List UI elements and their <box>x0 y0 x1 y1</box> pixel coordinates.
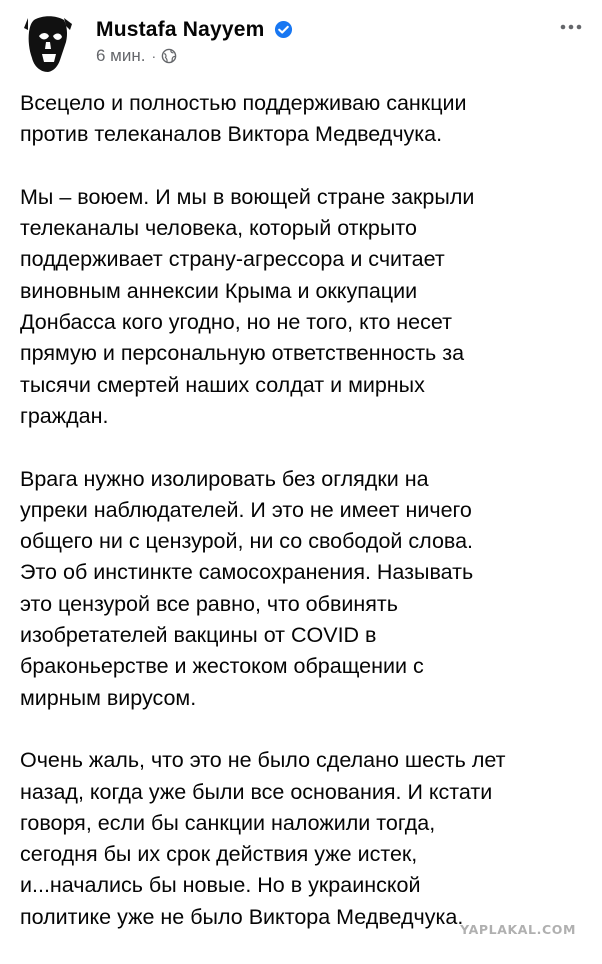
globe-icon[interactable] <box>161 48 177 64</box>
post-text-line: Мы – воюем. И мы в воющей стране закрыли <box>20 184 475 209</box>
post-text-line: это цензурой все равно, что обвинять <box>20 591 398 616</box>
post-text-line: прямую и персональную ответственность за <box>20 341 465 366</box>
post-text-line: виновным аннексии Крыма и оккупации <box>20 278 418 303</box>
avatar[interactable] <box>20 14 76 74</box>
post-text-line: сегодня бы их срок действия уже истек, <box>20 842 418 867</box>
post-text-line: браконьерстве и жестоком обращении с <box>20 654 424 679</box>
post-text-line: назад, когда уже были все основания. И кстати <box>20 779 493 804</box>
post-header <box>20 14 588 80</box>
post-paragraph <box>20 182 598 432</box>
post-paragraph <box>20 464 598 714</box>
meta-separator: · <box>151 48 157 64</box>
post-text-line: мирным вирусом. <box>20 685 197 710</box>
more-options-icon[interactable] <box>556 14 586 40</box>
post-timestamp[interactable]: 6 мин. <box>96 46 146 65</box>
post-paragraph <box>20 88 598 151</box>
post-text-line: Врага нужно изолировать без оглядки на <box>20 466 429 491</box>
post-text <box>20 88 598 964</box>
post-text-line: упреки наблюдателей. И это не имеет ничего <box>20 497 472 522</box>
post-text-line: Всецело и полностью поддерживаю санкции <box>20 91 467 115</box>
post-text-line: против телеканалов Виктора Медведчука. <box>20 122 443 147</box>
post-text-line: политике уже не было Виктора Медведчука. <box>20 904 464 929</box>
post-text-line: Донбасса кого угодно, но не того, кто несет <box>20 310 452 335</box>
post-text-line: телеканалы человека, который открыто <box>20 216 417 241</box>
author-name[interactable]: Mustafa Nayyem <box>96 18 265 41</box>
post-text-line: граждан. <box>20 403 109 428</box>
post-text-line: поддерживает страну-агрессора и считает <box>20 247 445 272</box>
post-text-line: общего ни с цензурой, ни со свободой слова. <box>20 529 474 554</box>
author-block <box>96 18 293 66</box>
verified-badge-icon <box>274 20 293 39</box>
post-text-line: Это об инстинкте самосохранения. Называть <box>20 560 474 585</box>
post-text-line: Очень жаль, что это не было сделано шесть лет <box>20 748 506 773</box>
post-meta <box>96 46 293 66</box>
post-text-line: говоря, если бы санкции наложили тогда, <box>20 810 436 835</box>
post-text-line: изобретателей вакцины от COVID в <box>20 623 377 648</box>
post-paragraph <box>20 745 598 933</box>
post-text-line: тысячи смертей наших солдат и мирных <box>20 372 425 397</box>
post-text-line: и...начались бы новые. Но в украинской <box>20 873 421 898</box>
site-watermark: YAPLAKAL.COM <box>460 922 576 937</box>
